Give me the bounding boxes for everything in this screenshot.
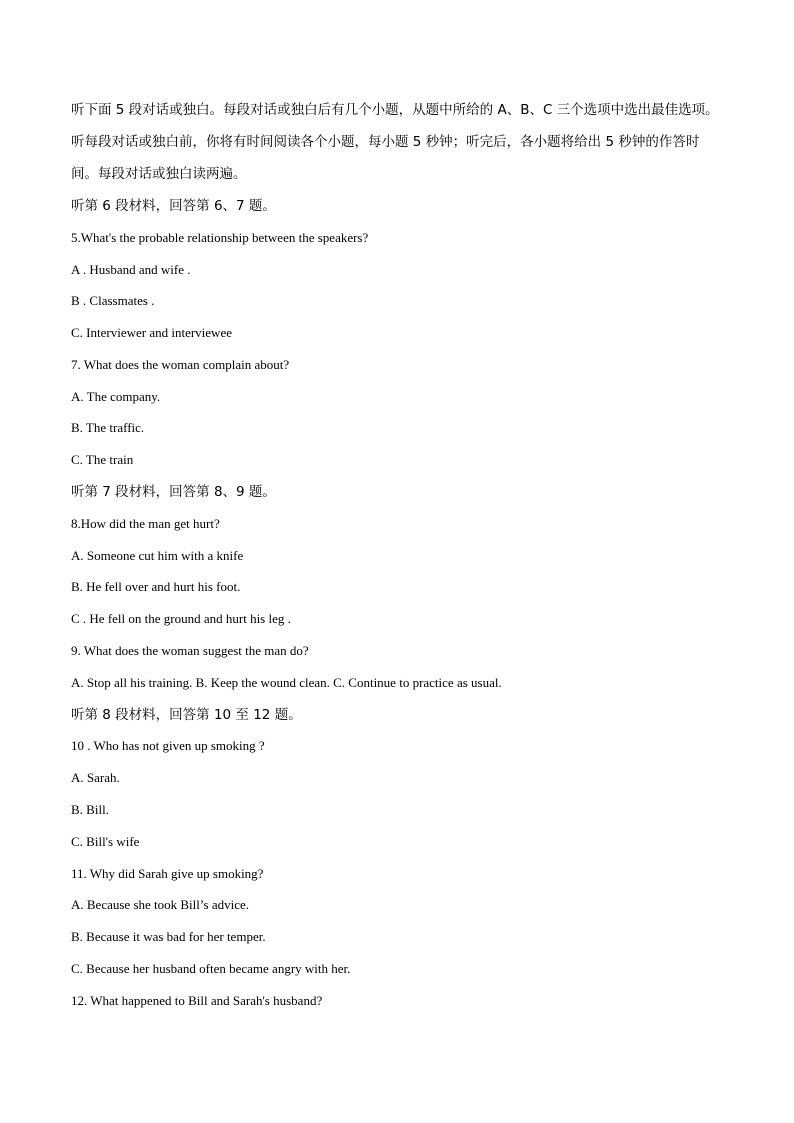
instruction-line-1: 听下面 5 段对话或独白。每段对话或独白后有几个小题，从题中所给的 A、B、C 三个选项中选出最佳选项。 xyxy=(71,102,719,118)
option-5a: A . Husband and wife . xyxy=(71,262,191,277)
question-stem-8: 8.How did the man get hurt? xyxy=(71,516,220,531)
instruction-line-2: 听每段对话或独白前，你将有时间阅读各个小题，每小题 5 秒钟；听完后，各小题将给出 5 秒钟的作答时 xyxy=(71,134,700,150)
option-8c: C . He fell on the ground and hurt his leg . xyxy=(71,611,291,626)
option-11b: B. Because it was bad for her temper. xyxy=(71,929,266,944)
option-11a: A. Because she took Bill’s advice. xyxy=(71,897,249,912)
option-10a: A. Sarah. xyxy=(71,770,120,785)
option-8b: B. He fell over and hurt his foot. xyxy=(71,579,241,594)
option-11c: C. Because her husband often became angry with her. xyxy=(71,961,351,976)
question-stem-9: 9. What does the woman suggest the man do? xyxy=(71,643,309,658)
question-stem-5: 5.What's the probable relationship between the speakers? xyxy=(71,230,369,245)
option-5b: B . Classmates . xyxy=(71,293,155,308)
option-10c: C. Bill's wife xyxy=(71,834,140,849)
option-10b: B. Bill. xyxy=(71,802,109,817)
option-7b: B. The traffic. xyxy=(71,420,145,435)
question-stem-7: 7. What does the woman complain about? xyxy=(71,357,290,372)
question-stem-11: 11. Why did Sarah give up smoking? xyxy=(71,866,264,881)
option-7c: C. The train xyxy=(71,452,134,467)
instruction-line-3: 间。每段对话或独白读两遍。 xyxy=(71,166,247,182)
option-8a: A. Someone cut him with a knife xyxy=(71,548,244,563)
options-9-inline: A. Stop all his training. B. Keep the wound clean. C. Continue to practice as usual. xyxy=(71,675,502,690)
section-heading-3: 听第 8 段材料，回答第 10 至 12 题。 xyxy=(71,707,302,723)
section-heading-2: 听第 7 段材料，回答第 8、9 题。 xyxy=(71,484,276,500)
section-heading-1: 听第 6 段材料，回答第 6、7 题。 xyxy=(71,198,276,214)
question-stem-12: 12. What happened to Bill and Sarah's husband? xyxy=(71,993,323,1008)
option-7a: A. The company. xyxy=(71,389,161,404)
question-stem-10: 10 . Who has not given up smoking ? xyxy=(71,738,265,753)
option-5c: C. Interviewer and interviewee xyxy=(71,325,232,340)
